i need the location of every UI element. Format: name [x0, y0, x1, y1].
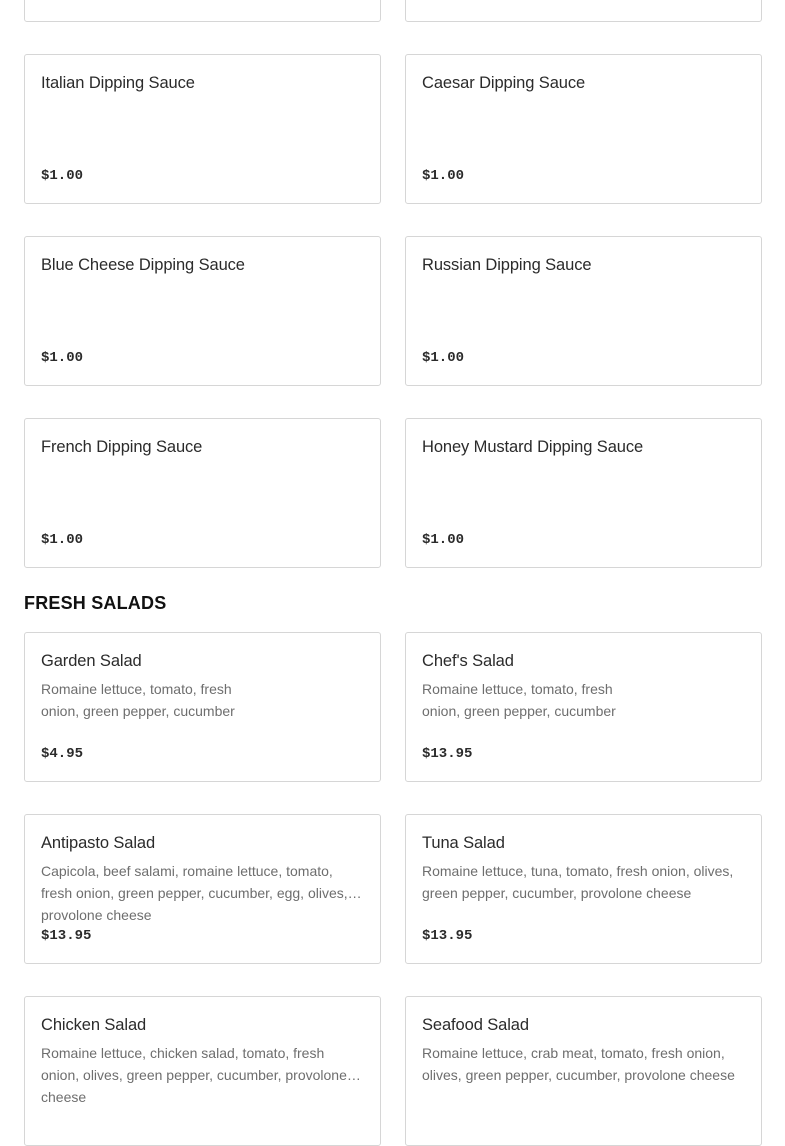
section-heading: FRESH SALADS	[24, 593, 167, 613]
item-description: Romaine lettuce, chicken salad, tomato, fresh onion, olives, green pepper, cucumber, provolone cheese	[41, 1045, 347, 1105]
menu-item-card[interactable]	[405, 54, 762, 204]
item-price: $13.95	[422, 928, 473, 944]
menu-item-card[interactable]	[24, 0, 381, 22]
item-price: $1.00	[422, 350, 465, 366]
menu-item-card[interactable]	[24, 632, 381, 782]
menu-item-card[interactable]	[405, 814, 762, 964]
menu-item-card[interactable]	[405, 632, 762, 782]
item-name: Chef's Salad	[422, 652, 514, 670]
item-name: Caesar Dipping Sauce	[422, 74, 586, 92]
item-price: $1.00	[41, 350, 84, 366]
item-price: $13.95	[422, 746, 473, 762]
item-name: Garden Salad	[41, 652, 142, 670]
item-name: Seafood Salad	[422, 1016, 529, 1034]
item-name: Honey Mustard Dipping Sauce	[422, 438, 644, 456]
item-price: $4.95	[41, 746, 84, 762]
item-price: $1.00	[422, 532, 465, 548]
menu-item-card[interactable]	[405, 418, 762, 568]
item-name: Italian Dipping Sauce	[41, 74, 195, 92]
menu-item-card[interactable]	[24, 418, 381, 568]
item-price: $1.00	[422, 168, 465, 184]
menu-item-card[interactable]	[24, 996, 381, 1146]
item-name: Chicken Salad	[41, 1016, 147, 1034]
item-price: $1.00	[41, 168, 84, 184]
item-name: Tuna Salad	[422, 834, 505, 852]
menu-item-card[interactable]	[24, 236, 381, 386]
item-description: Romaine lettuce, tomato, fresh onion, green pepper, cucumber	[41, 681, 235, 719]
menu-item-card[interactable]	[405, 996, 762, 1146]
item-name: French Dipping Sauce	[41, 438, 203, 456]
item-description: Romaine lettuce, tomato, fresh onion, green pepper, cucumber	[422, 681, 616, 719]
item-description: Romaine lettuce, tuna, tomato, fresh onion, olives, green pepper, cucumber, provolone cheese	[422, 863, 734, 901]
item-name: Blue Cheese Dipping Sauce	[41, 256, 245, 274]
menu-item-card[interactable]	[405, 0, 762, 22]
menu-item-card[interactable]	[405, 236, 762, 386]
item-description: Romaine lettuce, crab meat, tomato, fresh onion, olives, green pepper, cucumber, provolone cheese	[422, 1045, 735, 1083]
menu-item-card[interactable]	[24, 54, 381, 204]
menu-item-card[interactable]	[24, 814, 381, 964]
item-name: Russian Dipping Sauce	[422, 256, 592, 274]
item-name: Antipasto Salad	[41, 834, 156, 852]
item-description: Capicola, beef salami, romaine lettuce, tomato, fresh onion, green pepper, cucumber, egg, olives, provolone cheese	[41, 863, 348, 923]
item-price: $13.95	[41, 928, 92, 944]
item-price: $1.00	[41, 532, 84, 548]
